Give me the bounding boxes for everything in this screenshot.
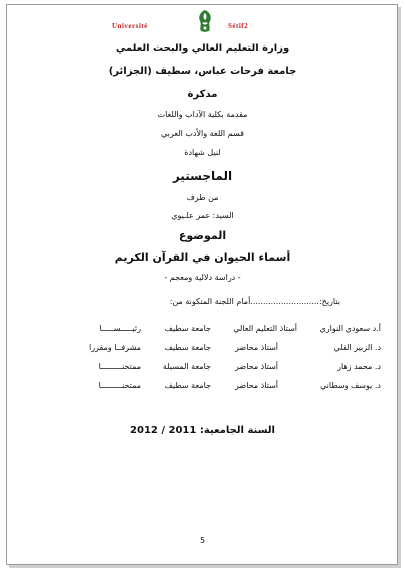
department-line: قسم اللغة والأدب العربي	[161, 129, 244, 138]
member-role: مشرفــا ومقررا	[88, 343, 141, 352]
ministry-heading: وزارة التعليم العالي والبحث العلمي	[115, 43, 290, 54]
member-rank: أستاذ محاضر	[235, 362, 278, 371]
member-institution: جامعة سطيف	[164, 324, 211, 333]
committee-row	[0, 343, 405, 355]
member-name: د. يوسف وسطاني	[320, 381, 381, 390]
member-name: د. الزبير القلي	[333, 343, 381, 352]
member-rank: أستاذ محاضر	[235, 343, 278, 352]
member-rank: أستاذ محاضر	[235, 381, 278, 390]
member-rank: أستاذ التعليم العالي	[233, 324, 297, 333]
member-institution: جامعة سطيف	[164, 343, 211, 352]
subject-label: الموضوع	[178, 229, 227, 242]
academic-year: السنة الجامعية: 2011 / 2012	[130, 425, 275, 436]
committee-row	[0, 324, 405, 336]
member-institution: جامعة المسيلة	[162, 362, 211, 371]
member-name: أ.د سعودي النواري	[319, 324, 381, 333]
member-role: ممتحنـــــــــا	[98, 381, 141, 390]
committee-intro: بتاريخ:...........................أمام اللجنة المتكونة من:	[169, 297, 340, 306]
page-number: 5	[199, 536, 206, 545]
logo-text-left: Université	[112, 22, 148, 30]
subject-title: أسماء الحيوان في القرآن الكريم	[114, 251, 291, 264]
degree-intro-line: لنيل شهادة	[184, 148, 221, 157]
degree-title: الماجستير	[172, 169, 233, 183]
member-role: ممتحنـــــــــا	[98, 362, 141, 371]
member-role: رئيـــــســـــا	[99, 324, 141, 333]
logo-text-right: Sétif2	[228, 22, 249, 30]
subject-subtitle: - دراسة دلالية ومعجم -	[164, 273, 241, 282]
author-line: السيد: عمر علـيوي	[171, 211, 234, 220]
member-name: د. محمد زهار	[337, 362, 381, 371]
university-heading: جامعة فرحات عباس، سطيف (الجزائر)	[108, 66, 297, 77]
committee-row	[0, 362, 405, 374]
memo-heading: مذكرة	[187, 89, 218, 100]
by-line: من طرف	[186, 193, 219, 202]
faculty-line: مقدمة بكلية الآداب واللغات	[157, 110, 248, 119]
member-institution: جامعة سطيف	[164, 381, 211, 390]
university-emblem-icon	[196, 9, 214, 33]
committee-row	[0, 381, 405, 393]
